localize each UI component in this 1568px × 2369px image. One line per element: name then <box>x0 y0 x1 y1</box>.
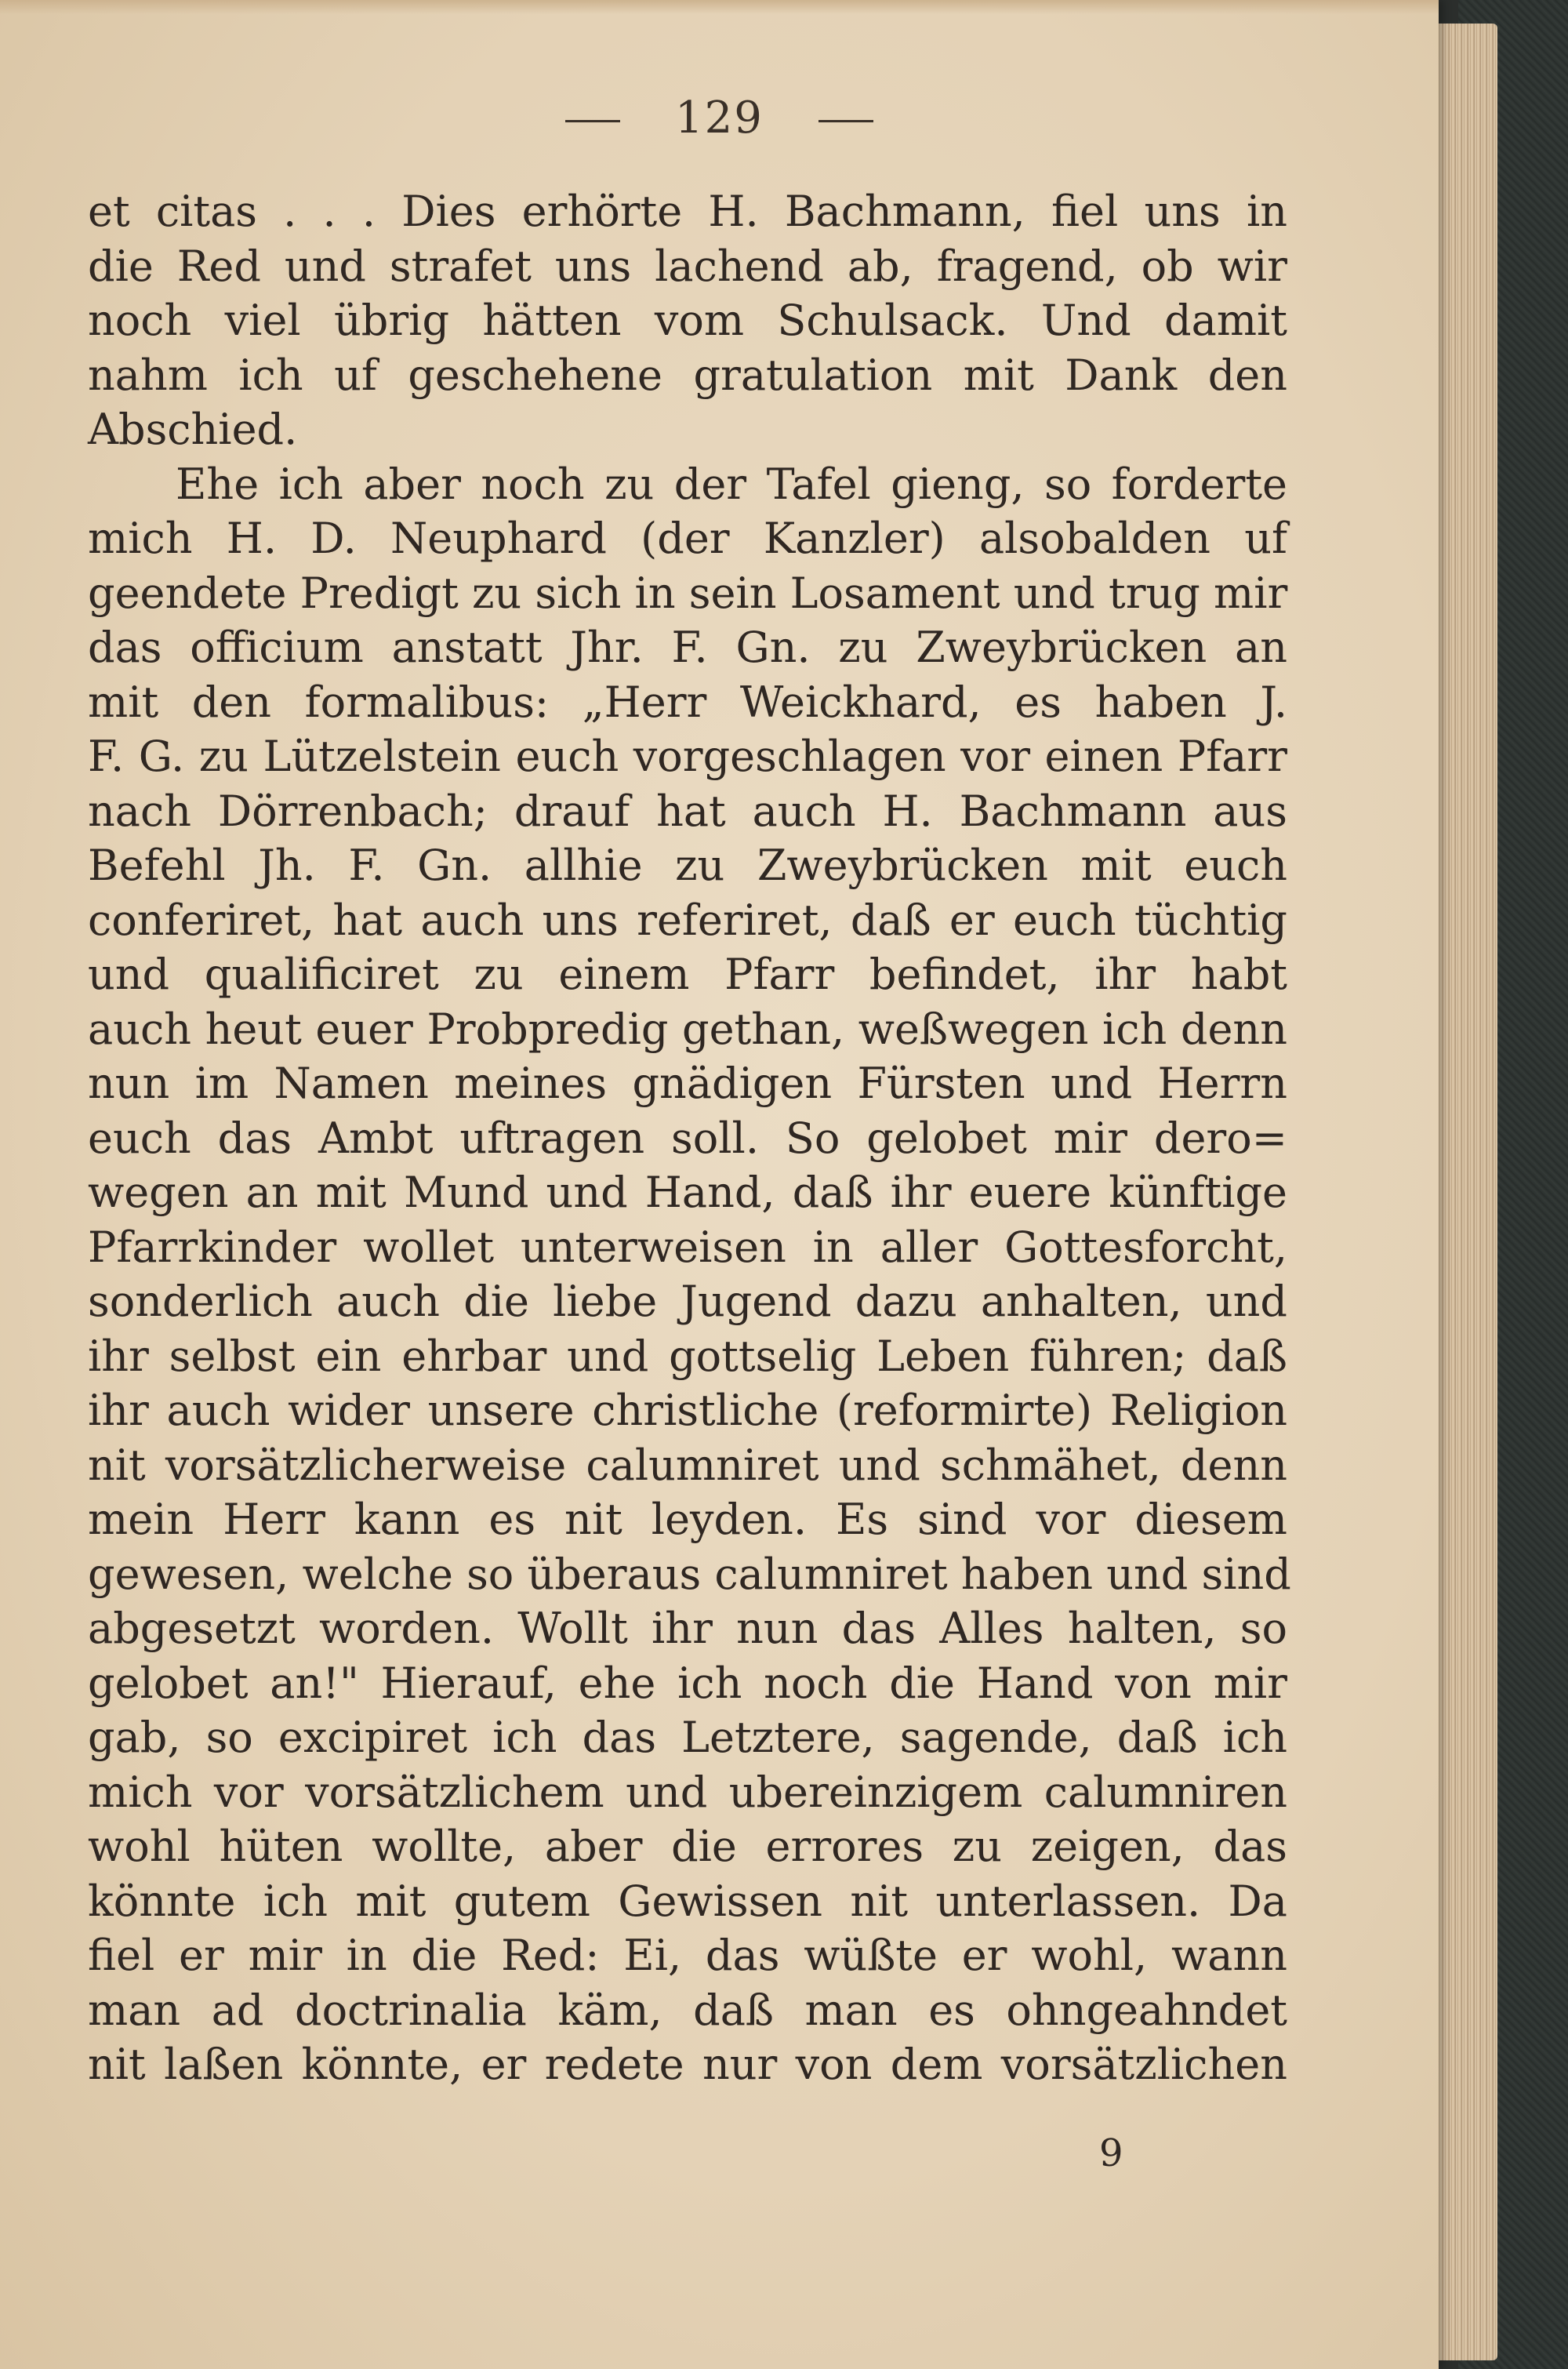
head-dash-left <box>565 120 620 122</box>
text-line: mich H. D. Neuphard (der Kanzler) alsobalden uf <box>88 514 1287 563</box>
text-line: fiel er mir in die Red: Ei, das wüßte er wohl, wann <box>88 1931 1287 1980</box>
running-head <box>0 93 1439 144</box>
text-line: abgesetzt worden. Wollt ihr nun das Alles halten, so <box>88 1604 1287 1653</box>
text-line: ihr auch wider unsere christliche (reformirte) Religion <box>88 1386 1287 1435</box>
text-line: Abschied. <box>88 405 298 454</box>
text-line: noch viel übrig hätten vom Schulsack. Und damit <box>88 296 1287 345</box>
body-text <box>88 184 1291 2092</box>
text-line: und qualificiret zu einem Pfarr befindet, ihr habt <box>88 950 1287 999</box>
page-number: 129 <box>675 93 764 144</box>
text-line: Ehe ich aber noch zu der Tafel gieng, so forderte <box>176 459 1287 509</box>
text-line: gelobet an!" Hierauf, ehe ich noch die Hand von mir <box>88 1658 1287 1708</box>
text-line: Befehl Jh. F. Gn. allhie zu Zweybrücken mit euch <box>88 841 1287 890</box>
text-line: man ad doctrinalia käm, daß man es ohngeahndet <box>88 1985 1287 2035</box>
text-line: ihr selbst ein ehrbar und gottselig Leben führen; daß <box>88 1331 1287 1381</box>
text-line: die Red und strafet uns lachend ab, fragend, ob wir <box>88 241 1287 291</box>
text-line: könnte ich mit gutem Gewissen nit unterlassen. Da <box>88 1876 1287 1926</box>
text-line: nun im Namen meines gnädigen Fürsten und Herrn <box>88 1059 1287 1108</box>
text-line: F. G. zu Lützelstein euch vorgeschlagen vor einen Pfarr <box>88 732 1287 781</box>
text-line: wegen an mit Mund und Hand, daß ihr euere künftige <box>88 1168 1287 1217</box>
text-line: euch das Ambt uftragen soll. So gelobet mir dero= <box>88 1113 1287 1163</box>
text-line: nit laßen könnte, er redete nur von dem vorsätzlichen <box>88 2040 1287 2089</box>
text-line: wohl hüten wollte, aber die errores zu zeigen, das <box>88 1822 1287 1871</box>
text-line: Pfarrkinder wollet unterweisen in aller Gottesforcht, <box>88 1222 1287 1272</box>
signature-mark: 9 <box>1099 2131 1123 2175</box>
text-line: nach Dörrenbach; drauf hat auch H. Bachmann aus <box>88 786 1287 836</box>
text-line: auch heut euer Probpredig gethan, weßwegen ich denn <box>88 1004 1287 1054</box>
text-line: gab, so excipiret ich das Letztere, sagende, daß ich <box>88 1713 1287 1762</box>
text-line: et citas . . . Dies erhörte H. Bachmann, fiel uns in <box>88 187 1287 236</box>
text-line: mit den formalibus: „Herr Weickhard, es haben J. <box>88 677 1287 727</box>
text-line: gewesen, welche so überaus calumniret haben und sind <box>88 1549 1291 1599</box>
text-line: sonderlich auch die liebe Jugend dazu anhalten, und <box>88 1277 1287 1326</box>
text-line: conferiret, hat auch uns referiret, daß er euch tüchtig <box>88 895 1287 945</box>
head-dash-right <box>818 120 873 122</box>
text-line: mein Herr kann es nit leyden. Es sind vor diesem <box>88 1495 1287 1544</box>
text-line: geendete Predigt zu sich in sein Losament und trug mir <box>88 568 1288 618</box>
text-line: das officium anstatt Jhr. F. Gn. zu Zweybrücken an <box>88 623 1287 672</box>
text-line: nit vorsätzlicherweise calumniret und schmähet, denn <box>88 1440 1287 1490</box>
text-line: nahm ich uf geschehene gratulation mit Dank den <box>88 350 1287 400</box>
text-line: mich vor vorsätzlichem und ubereinzigem calumniren <box>88 1767 1287 1817</box>
